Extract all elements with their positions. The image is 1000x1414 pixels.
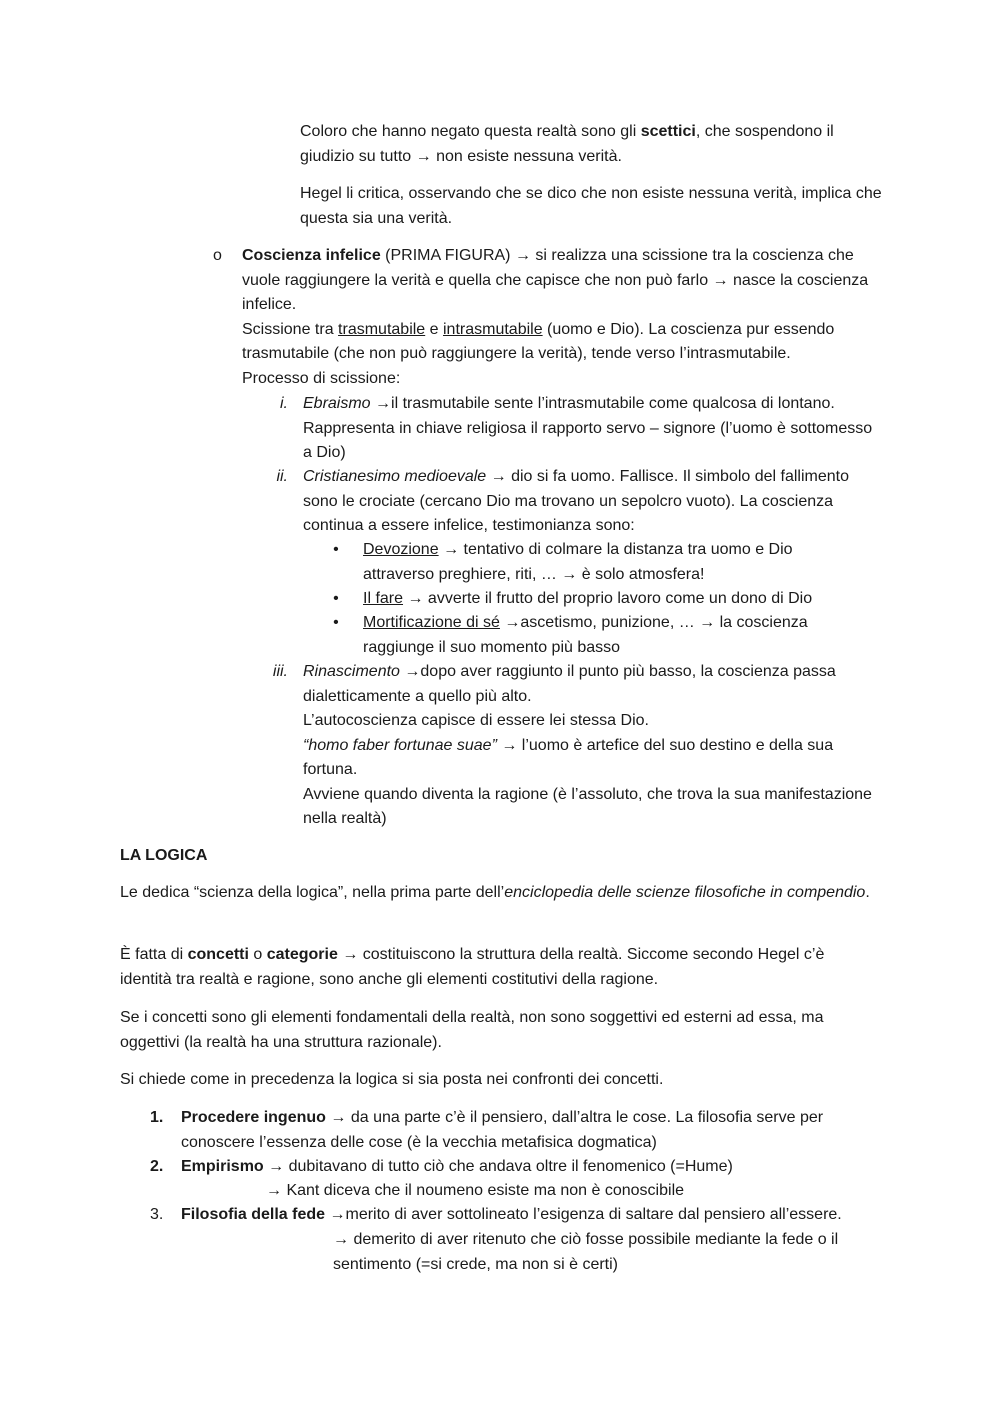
text: avverte il frutto del proprio lavoro come un dono di Dio [423,590,813,607]
text: L’autocoscienza capisce di essere lei stessa Dio. [303,712,649,729]
text: Avviene quando diventa la ragione (è l’assoluto, che trova la sua manifestazione nella realtà) [303,785,872,827]
roman-numeral: ii. [276,468,288,485]
underlined-term: Il fare [363,590,404,607]
text: è solo atmosfera! [577,565,705,583]
step-ebraismo [303,392,883,466]
text: dio si fa uomo. Fallisce. Il simbolo del fallimento sono le crociate (cercano Dio ma trovano un sepolcro vuoto). La coscienza continua a essere infelice, testimonianza sono: [303,468,850,534]
bullet-dot: • [333,541,339,558]
arrow-icon: → [490,468,507,485]
underlined-term: trasmutabile [338,320,426,338]
list-number: 3. [150,1206,164,1223]
text: demerito di aver ritenuto che ciò fosse possibile mediante la fede o il sentimento (=si crede, ma non si è certi) [333,1231,839,1273]
text: da una parte c’è il pensiero, dall’altra le cose. La filosofia serve per conoscere l’essenza delle cose (è la vecchia metafisica dogmatica) [181,1109,824,1151]
text: Kant diceva che il noumeno esiste ma non è conoscibile [282,1182,685,1199]
empirismo-sub [266,1179,866,1204]
bold-term: concetti [187,946,249,963]
roman-numeral: iii. [272,663,288,680]
arrow-icon: → [266,1182,282,1199]
list-item-empirismo [181,1155,871,1180]
italic-term: Ebraismo [303,395,371,412]
arrow-icon: → [375,395,392,412]
bold-term: Coscienza infelice [242,247,381,264]
text: Scissione tra [242,320,339,338]
list-number: 1. [150,1109,164,1126]
underlined-term: Mortificazione di sé [363,614,500,631]
list-number: 2. [150,1158,164,1175]
underlined-term: Devozione [363,541,439,558]
text: si realizza una scissione tra la coscienza che vuole raggiungere la verità e quella che capisce che non può farlo [242,247,854,289]
bold-term: Procedere ingenuo [181,1109,326,1126]
text: l’uomo è artefice del suo destino e della sua fortuna. [303,736,834,778]
filosofia-fede-sub [333,1228,878,1277]
arrow-icon: → [333,1231,349,1248]
logica-paragraph-3: Se i concetti sono gli elementi fondamentali della realtà, non sono soggettivi ed esterni ad essa, ma oggettivi (la realtà ha una struttura razionale). [120,1009,824,1051]
roman-numeral: i. [280,395,288,412]
list-item-filosofia-fede [181,1203,881,1228]
step-cristianesimo [303,465,883,539]
text: non esiste nessuna verità. [431,147,622,165]
italic-quote: “homo faber fortunae suae” [303,736,497,754]
text: Le dedica “scienza della logica”, nella prima parte dell’ [120,884,505,901]
arrow-icon: → [443,541,460,558]
text: dubitavano di tutto ciò che andava oltre il fenomenico (=Hume) [284,1158,733,1175]
list-item-procedere-ingenuo [181,1106,871,1155]
arrow-icon: → [712,271,729,289]
text: ascetismo, punizione, … [520,614,700,631]
text: il trasmutabile sente l’intrasmutabile come qualcosa di lontano. Rappresenta in chiave religiosa il rapporto servo – signore (l’uomo è sottomesso a Dio) [303,395,873,461]
text: dopo aver raggiunto il punto più basso, la coscienza passa dialetticamente a quello più alto. [303,663,836,705]
bullet-dot: • [333,590,339,607]
coscienza-infelice-item [242,244,882,391]
bullet-dot: • [333,614,339,631]
arrow-icon: → [561,565,578,583]
arrow-icon: → [514,247,531,264]
arrow-icon: → [699,614,716,631]
bullet-mortificazione [363,611,843,660]
arrow-icon: → [330,1109,347,1126]
text: Coloro che hanno negato questa realtà sono gli [300,123,641,140]
text: e [425,320,443,338]
bullet-il-fare [363,587,883,612]
text: . [865,884,870,901]
arrow-icon: → [342,946,359,963]
hegel-critica-paragraph: Hegel li critica, osservando che se dico che non esiste nessuna verità, implica che questa sia una verità. [300,185,882,227]
text: merito di aver sottolineato l’esigenza di saltare dal pensiero all’essere. [345,1206,842,1223]
arrow-icon: → [404,663,421,680]
bold-term: Filosofia della fede [181,1206,326,1223]
text: , che sospendono il giudizio su tutto [300,123,834,165]
italic-term: Cristianesimo medioevale [303,468,487,485]
italic-title: enciclopedia delle scienze filosofiche in compendio [504,884,866,901]
step-rinascimento [303,660,883,832]
bold-term: scettici [640,123,696,140]
logica-paragraph-2 [120,943,880,992]
underlined-term: intrasmutabile [443,320,543,338]
text: (uomo e Dio). La coscienza pur essendo trasmutabile (che non può raggiungere la verità), tende verso l’intrasmutabile. [242,320,835,362]
arrow-icon: → [268,1158,285,1175]
bold-term: categorie [266,946,338,963]
arrow-icon: → [504,614,521,631]
arrow-icon: → [407,590,424,607]
text: (PRIMA FIGURA) [380,247,515,264]
section-heading: LA LOGICA [120,847,208,864]
arrow-icon: → [415,147,432,165]
text: Processo di scissione: [242,369,401,387]
italic-term: Rinascimento [303,663,400,680]
arrow-icon: → [501,736,518,754]
list-bullet-o: o [213,247,222,264]
logica-paragraph-4: Si chiede come in precedenza la logica si sia posta nei confronti dei concetti. [120,1071,664,1088]
bullet-devozione [363,538,843,587]
text: costituiscono la struttura della realtà. Siccome secondo Hegel c’è identità tra realtà e ragione, sono anche gli elementi costitutivi della ragione. [120,946,825,988]
text: È fatta di [120,946,188,963]
bold-term: Empirismo [181,1158,264,1175]
arrow-icon: → [329,1206,346,1223]
logica-paragraph-1 [120,881,880,906]
text: la coscienza raggiunge il suo momento più basso [363,614,808,656]
text: o [248,946,267,963]
scettici-paragraph [300,120,890,169]
text: tentativo di colmare la distanza tra uomo e Dio attraverso preghiere, riti, … [363,541,793,583]
text: nasce la coscienza infelice. [242,271,869,313]
